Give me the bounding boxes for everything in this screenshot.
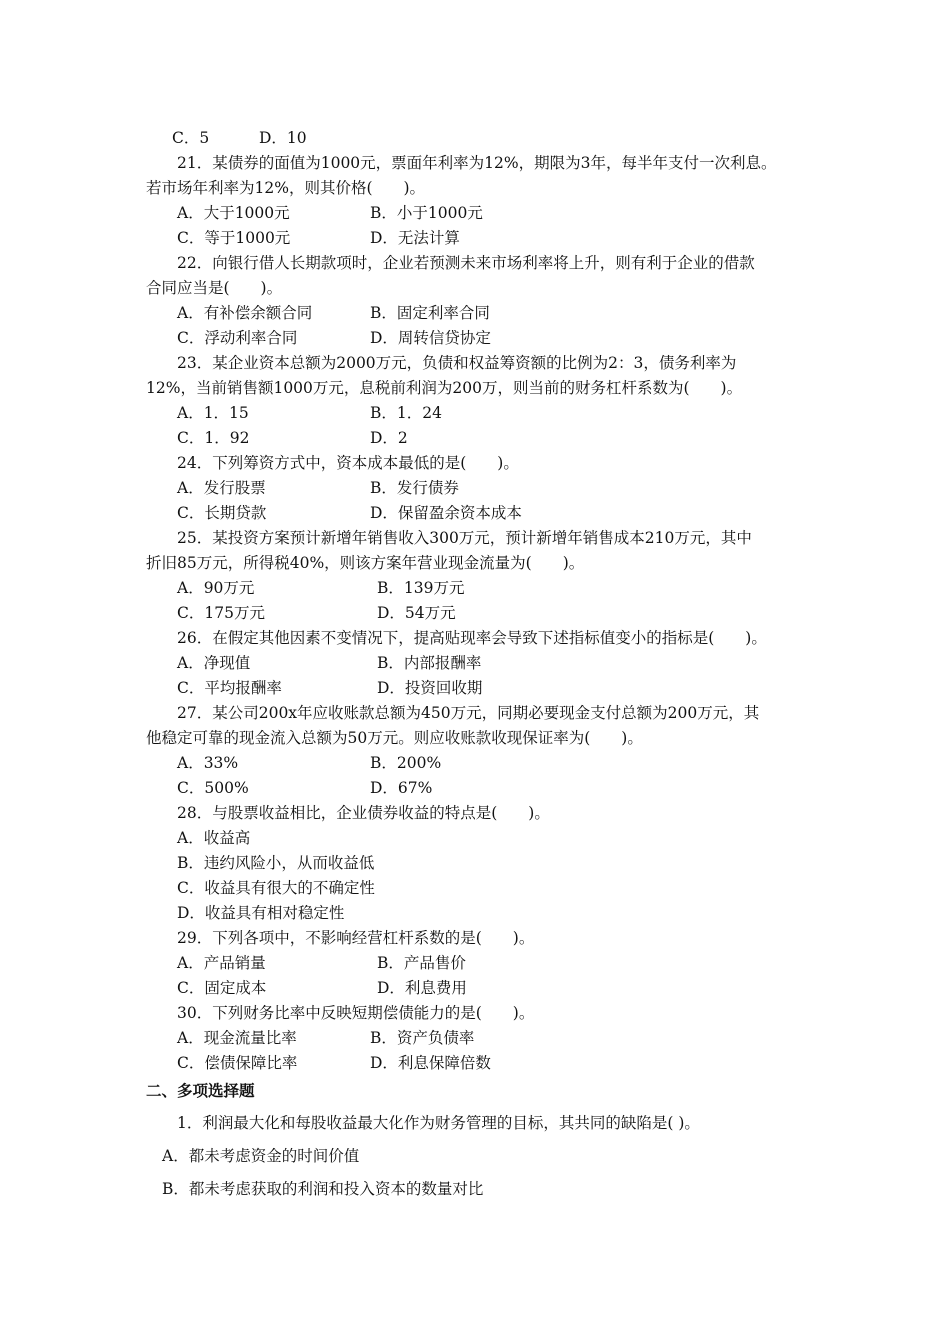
question-29-line1: 29．下列各项中，不影响经营杠杆系数的是( )。: [177, 929, 535, 947]
section-heading: 二、多项选择题: [146, 1082, 255, 1100]
question-25-line1: 25．某投资方案预计新增年销售收入300万元，预计新增年销售成本210万元，其中: [177, 529, 752, 547]
question-27-option-d: D．67%: [370, 779, 433, 797]
question-23-line2: 12%，当前销售额1000万元，息税前利润为200万，则当前的财务杠杆系数为( )。: [146, 379, 743, 397]
question-22-option-d: D．周转信贷协定: [370, 329, 491, 347]
question-24-option-c: C．长期贷款: [177, 504, 267, 522]
multi-question-1-option-a: A．都未考虑资金的时间价值: [162, 1147, 360, 1165]
question-21-line2: 若市场年利率为12%，则其价格( )。: [146, 179, 426, 197]
question-26-option-a: A．净现值: [177, 654, 251, 672]
question-26-option-c: C．平均报酬率: [177, 679, 282, 697]
question-21-option-c: C．等于1000元: [177, 229, 291, 247]
multi-question-1-option-b: B．都未考虑获取的利润和投入资本的数量对比: [162, 1180, 484, 1198]
question-23-option-c: C．1．92: [177, 429, 250, 447]
question-23-option-b: B．1．24: [370, 404, 442, 422]
question-27-line1: 27．某公司200x年应收账款总额为450万元，同期必要现金支付总额为200万元，其: [177, 704, 760, 722]
question-29-option-a: A．产品销量: [177, 954, 266, 972]
question-28-option-b: B．违约风险小，从而收益低: [177, 854, 375, 872]
question-22-option-c: C．浮动利率合同: [177, 329, 298, 347]
question-21-option-d: D．无法计算: [370, 229, 460, 247]
question-27-line2: 他稳定可靠的现金流入总额为50万元。则应收账款收现保证率为( )。: [146, 729, 643, 747]
question-23-option-a: A．1．15: [177, 404, 249, 422]
question-30-option-c: C．偿债保障比率: [177, 1054, 298, 1072]
question-23-option-d: D．2: [370, 429, 408, 447]
question-27-option-c: C．500%: [177, 779, 249, 797]
question-29-option-c: C．固定成本: [177, 979, 267, 997]
question-28-option-a: A．收益高: [177, 829, 251, 847]
question-30-line1: 30．下列财务比率中反映短期偿债能力的是( )。: [177, 1004, 535, 1022]
question-30-option-a: A．现金流量比率: [177, 1029, 297, 1047]
question-25-line2: 折旧85万元，所得税40%，则该方案年营业现金流量为( )。: [146, 554, 585, 572]
question-27-option-a: A．33%: [177, 754, 239, 772]
option-c: C．5: [172, 129, 210, 147]
question-22-line1: 22．向银行借人长期款项时，企业若预测未来市场利率将上升，则有利于企业的借款: [177, 254, 755, 272]
question-24-option-d: D．保留盈余资本成本: [370, 504, 522, 522]
multi-question-1: 1．利润最大化和每股收益最大化作为财务管理的目标，其共同的缺陷是( )。: [177, 1114, 700, 1132]
question-28-line1: 28．与股票收益相比，企业债券收益的特点是( )。: [177, 804, 550, 822]
question-22-line2: 合同应当是( )。: [146, 279, 283, 297]
question-28-option-d: D．收益具有相对稳定性: [177, 904, 345, 922]
question-24-option-a: A．发行股票: [177, 479, 266, 497]
question-26-option-d: D．投资回收期: [377, 679, 483, 697]
question-21-line1: 21．某债券的面值为1000元，票面年利率为12%，期限为3年，每半年支付一次利息。: [177, 154, 777, 172]
option-d: D．10: [259, 129, 307, 147]
question-30-option-b: B．资产负债率: [370, 1029, 475, 1047]
question-24-line1: 24．下列筹资方式中，资本成本最低的是( )。: [177, 454, 519, 472]
question-29-option-b: B．产品售价: [377, 954, 466, 972]
question-30-option-d: D．利息保障倍数: [370, 1054, 491, 1072]
question-25-option-b: B．139万元: [377, 579, 465, 597]
question-25-option-a: A．90万元: [177, 579, 255, 597]
question-25-option-d: D．54万元: [377, 604, 456, 622]
question-28-option-c: C．收益具有很大的不确定性: [177, 879, 375, 897]
question-22-option-a: A．有补偿余额合同: [177, 304, 313, 322]
question-27-option-b: B．200%: [370, 754, 442, 772]
question-25-option-c: C．175万元: [177, 604, 265, 622]
question-21-option-a: A．大于1000元: [177, 204, 290, 222]
question-24-option-b: B．发行债券: [370, 479, 459, 497]
question-23-line1: 23．某企业资本总额为2000万元，负债和权益筹资额的比例为2：3，债务利率为: [177, 354, 737, 372]
question-22-option-b: B．固定利率合同: [370, 304, 490, 322]
question-21-option-b: B．小于1000元: [370, 204, 483, 222]
question-26-line1: 26．在假定其他因素不变情况下，提高贴现率会导致下述指标值变小的指标是( )。: [177, 629, 767, 647]
question-26-option-b: B．内部报酬率: [377, 654, 482, 672]
question-29-option-d: D．利息费用: [377, 979, 467, 997]
